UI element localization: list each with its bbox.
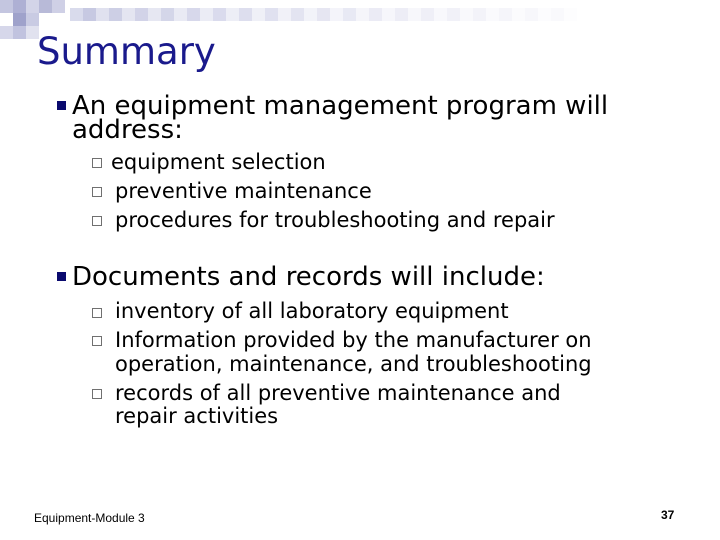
corner-square xyxy=(434,8,447,21)
corner-square xyxy=(330,8,343,21)
sub-bullet-text-line: preventive maintenance xyxy=(115,179,372,203)
footer-text: Equipment-Module 3 xyxy=(34,511,145,525)
hollow-square-bullet-icon xyxy=(92,158,102,168)
corner-square xyxy=(369,8,382,21)
corner-square xyxy=(317,8,330,21)
corner-square xyxy=(96,8,109,21)
corner-square xyxy=(26,13,39,26)
corner-square xyxy=(395,8,408,21)
corner-square xyxy=(135,8,148,21)
corner-square xyxy=(161,8,174,21)
hollow-square-bullet-icon xyxy=(92,216,102,226)
corner-square xyxy=(109,8,122,21)
corner-square xyxy=(13,0,26,13)
corner-square xyxy=(70,8,83,21)
corner-square xyxy=(83,8,96,21)
corner-square xyxy=(13,13,26,26)
page-number: 37 xyxy=(661,508,675,522)
corner-square xyxy=(213,8,226,21)
bullet-text-line: address: xyxy=(72,115,183,145)
corner-square xyxy=(512,8,525,21)
corner-square xyxy=(0,0,13,13)
slide-title: Summary xyxy=(37,30,216,73)
square-bullet-icon xyxy=(57,272,66,281)
corner-square xyxy=(408,8,421,21)
corner-square xyxy=(252,8,265,21)
sub-bullet-text-line: procedures for troubleshooting and repair xyxy=(115,208,555,232)
bullet-text-line: An equipment management program will xyxy=(72,91,609,121)
sub-bullet-text-line: repair activities xyxy=(115,404,279,428)
corner-square xyxy=(551,8,564,21)
corner-square xyxy=(460,8,473,21)
sub-bullet-text-line: operation, maintenance, and troubleshooting xyxy=(115,352,592,376)
sub-bullet-text-line: records of all preventive maintenance and xyxy=(115,381,561,405)
corner-square xyxy=(148,8,161,21)
corner-square xyxy=(13,26,26,39)
sub-bullet-text-line: inventory of all laboratory equipment xyxy=(115,299,509,323)
corner-square xyxy=(26,0,39,13)
corner-square xyxy=(304,8,317,21)
corner-square xyxy=(187,8,200,21)
bullet-text-line: Documents and records will include: xyxy=(72,262,545,292)
corner-square xyxy=(421,8,434,21)
corner-square xyxy=(291,8,304,21)
corner-square xyxy=(473,8,486,21)
corner-square xyxy=(174,8,187,21)
corner-square xyxy=(39,0,52,13)
hollow-square-bullet-icon xyxy=(92,187,102,197)
sub-bullet-text-line: equipment selection xyxy=(111,150,326,174)
square-bullet-icon xyxy=(57,101,66,110)
corner-square xyxy=(265,8,278,21)
corner-square xyxy=(499,8,512,21)
corner-square xyxy=(239,8,252,21)
hollow-square-bullet-icon xyxy=(92,336,102,346)
corner-square xyxy=(122,8,135,21)
hollow-square-bullet-icon xyxy=(92,389,102,399)
corner-square xyxy=(538,8,551,21)
hollow-square-bullet-icon xyxy=(92,308,102,318)
corner-square xyxy=(278,8,291,21)
corner-square xyxy=(200,8,213,21)
corner-square xyxy=(382,8,395,21)
corner-square xyxy=(486,8,499,21)
corner-square xyxy=(0,26,13,39)
corner-square xyxy=(356,8,369,21)
sub-bullet-text-line: Information provided by the manufacturer on xyxy=(115,328,592,352)
corner-square xyxy=(52,0,65,13)
corner-square xyxy=(226,8,239,21)
corner-square xyxy=(447,8,460,21)
corner-square xyxy=(564,8,577,21)
corner-square xyxy=(343,8,356,21)
corner-square xyxy=(525,8,538,21)
